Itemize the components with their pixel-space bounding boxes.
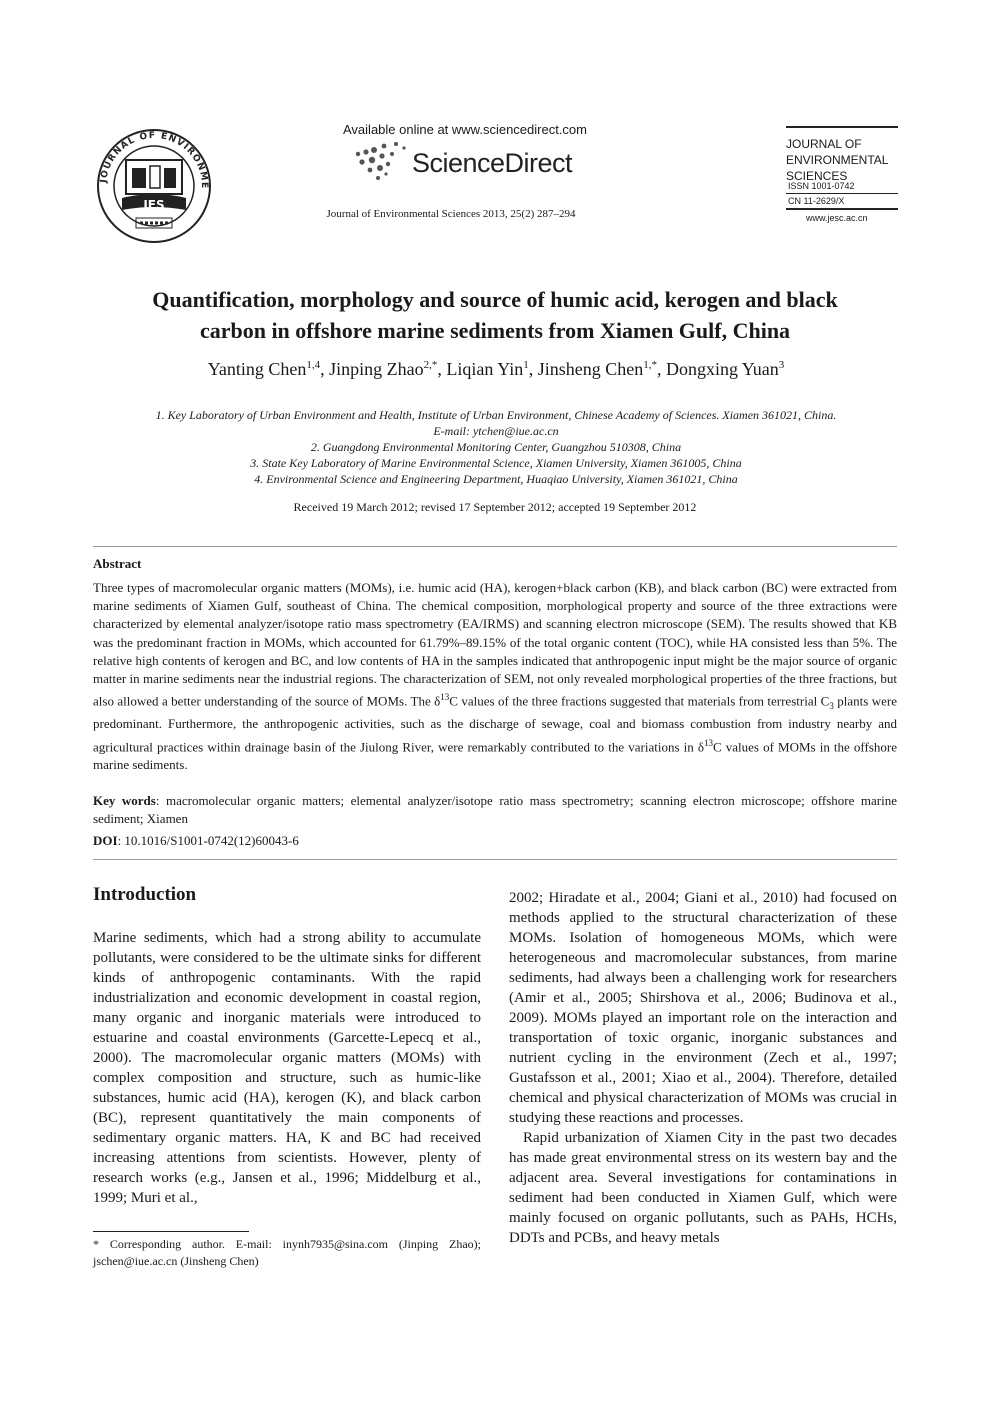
author-affiliation-mark: 1,4 bbox=[306, 359, 321, 371]
author-separator: , bbox=[528, 359, 538, 379]
isotope-superscript: 13 bbox=[440, 692, 450, 703]
author-affiliation-mark: 1 bbox=[523, 359, 529, 371]
body-column-left bbox=[93, 928, 481, 1208]
keywords bbox=[93, 792, 897, 828]
author-name: Yanting Chen bbox=[207, 359, 307, 379]
author-separator: , bbox=[437, 359, 447, 379]
author-name: Liqian Yin bbox=[446, 359, 524, 379]
abstract-text bbox=[93, 579, 897, 774]
abstract-text-part: Three types of macromolecular organic matters (MOMs), i.e. humic acid (HA), kerogen+black carbon (KB), and black carbon (BC) were extracted from marine sediments of Xiamen Gulf, southeast of China. The chemical composition, morphological property and source of the three extractions were characterized by elemental analyzer/isotope ratio mass spectrometry (EA/IRMS) and scanning electron microscope (SEM). The results showed that KB was the predominant fraction in MOMs, which accounted for 61.79%–89.15% of the total organic content (TOC), while HA consisted less than 5%. The relative high contents of kerogen and BC, and low contents of HA in the samples indicated that anthropogenic input might be the major source of organic matter in marine sediments near the industrial regions. The characterization of SEM, not only revealed morphological properties of the three fractions, but also allowed a better understanding of the source of MOMs. The δ bbox=[93, 580, 897, 709]
section-divider bbox=[93, 859, 897, 860]
isotope-superscript: 13 bbox=[704, 737, 713, 748]
affiliation-list bbox=[0, 407, 992, 487]
abstract-text-part: C values of the three fractions suggested that materials from terrestrial C bbox=[449, 693, 830, 709]
author-separator: , bbox=[656, 359, 666, 379]
available-online-text: Available online at www.sciencedirect.com bbox=[343, 122, 587, 137]
journal-seal-logo bbox=[92, 128, 216, 244]
doi-label: DOI bbox=[93, 833, 118, 848]
body-column-right bbox=[509, 888, 897, 1248]
author-name: Jinsheng Chen bbox=[537, 359, 644, 379]
abstract-heading: Abstract bbox=[93, 556, 142, 571]
keywords-text: : macromolecular organic matters; elemental analyzer/isotope ratio mass spectrometry; scanning electron microscope; offshore marine sediment; Xiamen bbox=[93, 793, 897, 826]
paragraph: Rapid urbanization of Xiamen City in the past two decades has made great environmental stress on its western bay and the adjacent area. Several investigations for contaminations in sediment had been conducted in Xiamen Gulf, which were mainly focused on organic pollutants, such as PAHs, HCHs, DDTs and PCBs, and heavy metals bbox=[509, 1130, 897, 1246]
svg-text:JES: JES bbox=[143, 198, 165, 212]
abstract-text-part: plants were predominant. Furthermore, the anthropogenic activities, such as the discharge of sewage, coal and biomass combustion from industry nearby and agricultural practices within drainage basin of the Jiulong River, were remarkably contributed to the variations in δ bbox=[93, 693, 897, 754]
affiliation: 4. Environmental Science and Engineering Department, Huaqiao University, Xiamen 361021, China bbox=[254, 472, 738, 486]
journal-website: www.jesc.ac.cn bbox=[806, 213, 868, 223]
journal-name-line: ENVIRONMENTAL bbox=[786, 153, 889, 167]
journal-name bbox=[786, 136, 906, 184]
sciencedirect-dots-icon bbox=[352, 140, 412, 184]
author-separator: , bbox=[320, 359, 330, 379]
journal-name-line: JOURNAL OF bbox=[786, 137, 862, 151]
doi-value[interactable]: : 10.1016/S1001-0742(12)60043-6 bbox=[117, 833, 299, 848]
subscript: 3 bbox=[829, 701, 834, 712]
section-heading-introduction: Introduction bbox=[93, 884, 197, 905]
author-name: Jinping Zhao bbox=[329, 359, 424, 379]
abstract-text-part: C values of MOMs in the offshore marine sediments. bbox=[93, 738, 897, 773]
title-line: carbon in offshore marine sediments from Xiamen Gulf, China bbox=[199, 318, 791, 343]
affiliation-email: E-mail: ytchen@iue.ac.cn bbox=[433, 424, 559, 438]
journal-box-rule bbox=[786, 193, 898, 194]
author-name: Dongxing Yuan bbox=[665, 359, 779, 379]
section-divider bbox=[93, 546, 897, 547]
keywords-label: Key words bbox=[93, 793, 156, 808]
affiliation: 3. State Key Laboratory of Marine Environmental Science, Xiamen University, Xiamen 361005, China bbox=[250, 456, 742, 470]
author-affiliation-mark: 1,* bbox=[643, 359, 657, 371]
journal-box-rule bbox=[786, 208, 898, 210]
author-affiliation-mark: 3 bbox=[778, 359, 785, 371]
author-affiliation-mark: 2,* bbox=[423, 359, 438, 371]
cn-number: CN 11-2629/X bbox=[788, 196, 845, 206]
affiliation: 2. Guangdong Environmental Monitoring Center, Guangzhou 510308, China bbox=[310, 440, 682, 454]
affiliation: 1. Key Laboratory of Urban Environment and Health, Institute of Urban Environment, Chinese Academy of Sciences. Xiamen 361021, China. bbox=[155, 408, 837, 422]
journal-box-rule bbox=[786, 126, 898, 128]
journal-name-line: SCIENCES bbox=[786, 169, 848, 183]
svg-text:JOURNAL OF ENVIRONMENTAL SCIEN: JOURNAL OF ENVIRONME bbox=[99, 130, 210, 190]
title-line: Quantification, morphology and source of humic acid, kerogen and black bbox=[152, 287, 838, 312]
footnote-rule bbox=[93, 1231, 249, 1232]
journal-citation: Journal of Environmental Sciences 2013, 25(2) 287–294 bbox=[326, 208, 576, 220]
sciencedirect-wordmark: ScienceDirect bbox=[412, 148, 573, 178]
corresponding-author-footnote: * Corresponding author. E-mail: inynh7935@sina.com (Jinping Zhao); jschen@iue.ac.cn (Jinsheng Chen) bbox=[93, 1237, 481, 1268]
author-list bbox=[0, 359, 992, 380]
doi[interactable] bbox=[93, 833, 299, 849]
paragraph: 2002; Hiradate et al., 2004; Giani et al., 2010) had focused on methods applied to the structural characterization of these MOMs. Isolation of homogeneous MOMs, which were heterogeneous and macromolecular substances, from marine sediments, had always been a challenging work for researchers (Amir et al., 2005; Shirshova et al., 2006; Budinova et al., 2009). MOMs played an important role on the interaction and transportation of toxic organic, inorganic substances and nutrient cycling in the environment (Zech et al., 1997; Gustafsson et al., 2001; Xiao et al., 2004). Therefore, detailed chemical and physical characterization of MOMs was crucial in studying these reactions and processes. bbox=[509, 890, 897, 1126]
article-title bbox=[100, 284, 890, 346]
received-dates: Received 19 March 2012; revised 17 September 2012; accepted 19 September 2012 bbox=[293, 500, 697, 514]
issn: ISSN 1001-0742 bbox=[788, 181, 855, 191]
paragraph: Marine sediments, which had a strong ability to accumulate pollutants, were considered to be the ultimate sinks for different kinds of anthropogenic contaminants. With the rapid industrialization and economic development in coastal region, many organic and inorganic materials were introduced to estuarine and coastal environments (Garcette-Lepecq et al., 2000). The macromolecular organic matters (MOMs) with complex composition and structure, such as humic-like substances, humic acid (HA), kerogen (K), and black carbon (BC), represent quantitatively the main components of sedimentary organic matters. HA, K and BC had received increasing attentions from scientists. However, plenty of research works (e.g., Jansen et al., 1996; Middelburg et al., 1999; Muri et al., bbox=[93, 930, 481, 1206]
